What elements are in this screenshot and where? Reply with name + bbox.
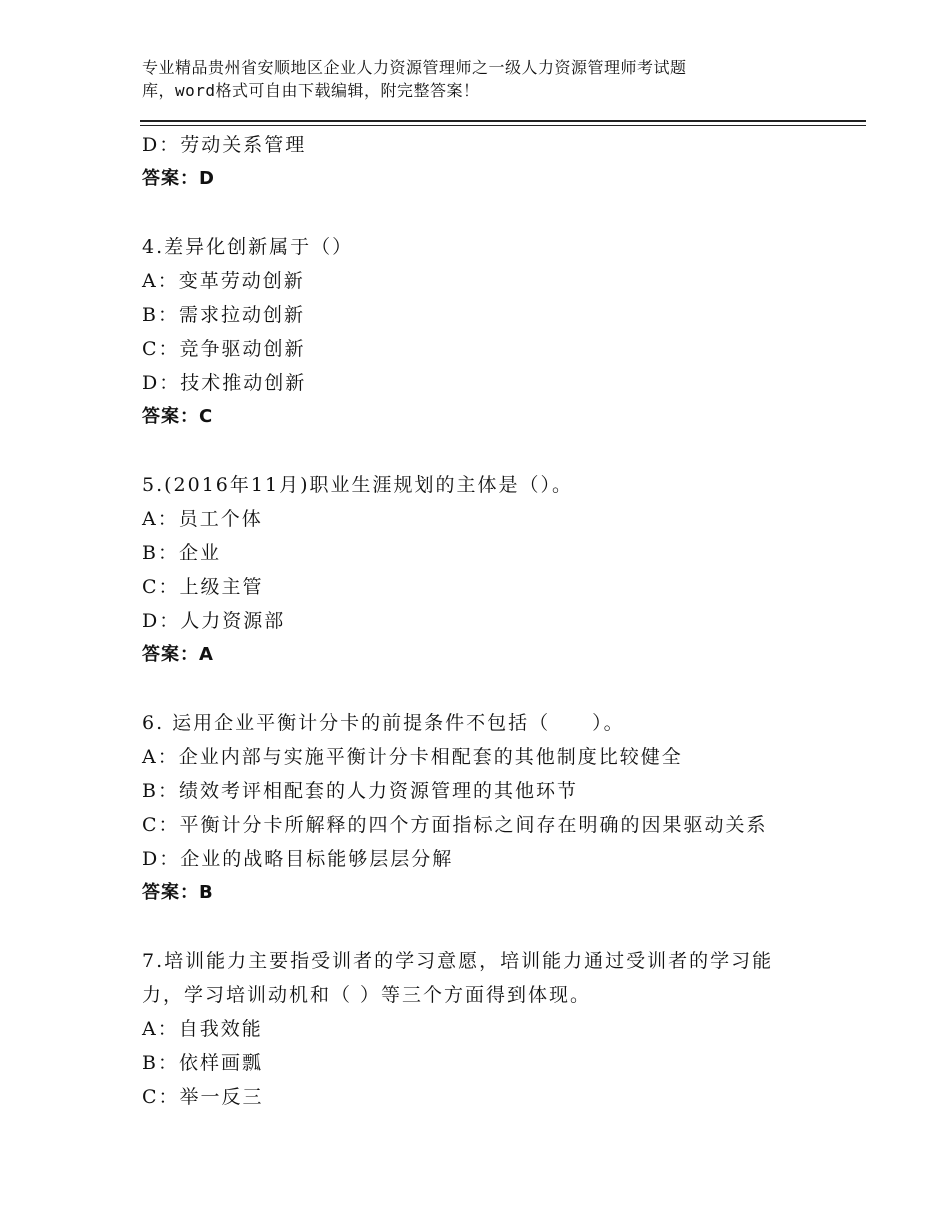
q6-option-d: D：企业的战略目标能够层层分解 [142,848,454,870]
q5-option-c: C：上级主管 [142,576,264,598]
header-divider-thin [140,125,866,126]
spacer [142,672,822,706]
q5-option-a: A：员工个体 [142,508,263,530]
spacer [142,434,822,468]
q6-stem: 6. 运用企业平衡计分卡的前提条件不包括（ ）。 [142,712,625,734]
q5-answer: 答案：A [142,644,214,665]
q4-option-d: D：技术推动创新 [142,372,307,394]
header-divider-thick [140,120,866,122]
q6-option-a: A：企业内部与实施平衡计分卡相配套的其他制度比较健全 [142,746,683,768]
q7-stem-line-1: 7.培训能力主要指受训者的学习意愿，培训能力通过受训者的学习能 [142,950,774,972]
spacer [142,910,822,944]
q4-answer: 答案：C [142,406,214,427]
q6-answer: 答案：B [142,882,214,903]
q3-option-d: D：劳动关系管理 [142,134,307,156]
q4-option-a: A：变革劳动创新 [142,270,305,292]
q6-option-b: B：绩效考评相配套的人力资源管理的其他环节 [142,780,578,802]
q7-option-c: C：举一反三 [142,1086,264,1108]
header-title-line-1: 专业精品贵州省安顺地区企业人力资源管理师之一级人力资源管理师考试题 [142,58,687,77]
q7-option-a: A：自我效能 [142,1018,263,1040]
q4-option-c: C：竞争驱动创新 [142,338,306,360]
q7-stem-line-2: 力，学习培训动机和（ ）等三个方面得到体现。 [142,984,592,1006]
q5-stem: 5.(2016年11月)职业生涯规划的主体是（）。 [142,474,573,496]
spacer [142,196,822,230]
header-title-line-2: 库，word格式可自由下载编辑，附完整答案！ [142,81,480,100]
q4-option-b: B：需求拉动创新 [142,304,305,326]
question-content [142,128,822,1114]
q6-option-c: C：平衡计分卡所解释的四个方面指标之间存在明确的因果驱动关系 [142,814,768,836]
q4-stem: 4.差异化创新属于（） [142,236,354,258]
q3-answer: 答案：D [142,168,215,189]
q5-option-b: B：企业 [142,542,221,564]
q7-option-b: B：依样画瓢 [142,1052,263,1074]
q5-option-d: D：人力资源部 [142,610,286,632]
page-header [142,56,842,102]
